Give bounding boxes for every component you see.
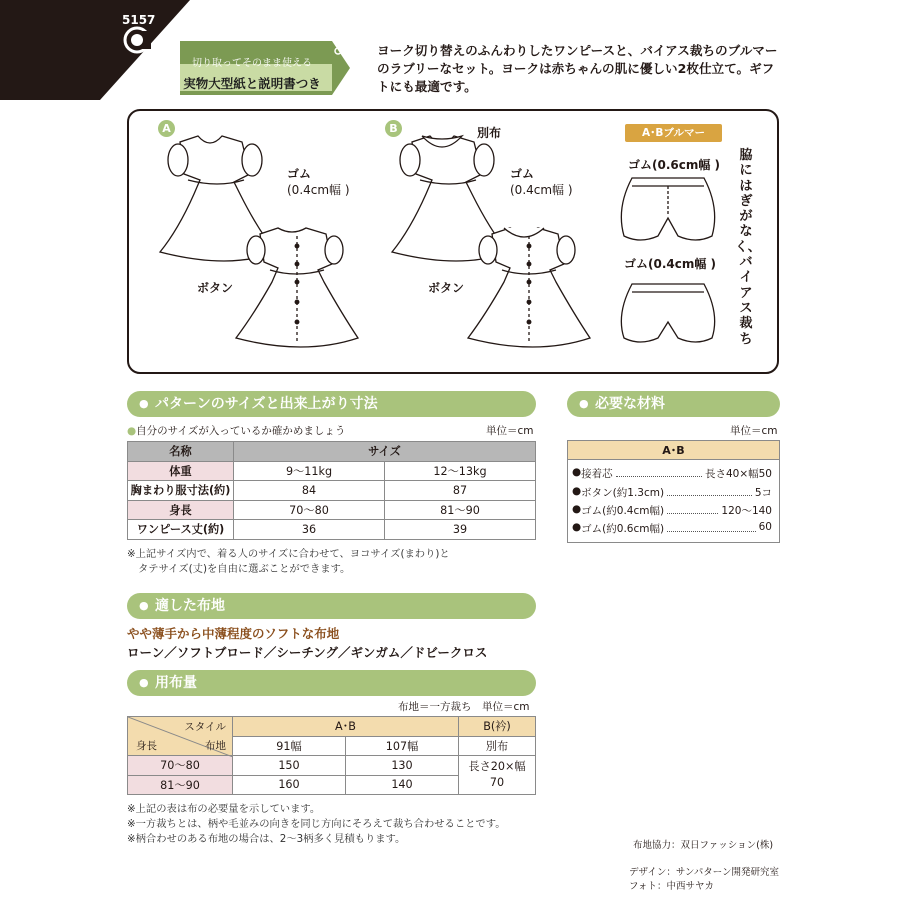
yardage-table [127,716,536,795]
elastic-a-width: (0.4cm幅 ) [287,183,350,197]
materials-style: A･B [567,440,780,460]
size-check-note: ●自分のサイズが入っているか確かめましょう [127,425,346,437]
yardage-section-title: ● 用布量 [127,670,536,696]
style-a-marker: A [158,120,175,137]
garment-illustrations [130,112,775,370]
list-item: ● ゴム(約0.4cm幅) 120～140 [572,503,772,517]
table-row: ワンピース丈(約) 36 39 [128,520,536,540]
table-row: 81～90 160 140 [128,775,536,795]
dress-b-back [468,228,590,347]
size-header-size: サイズ [234,442,536,462]
yardage-separate-value: 長さ20×幅70 [459,756,536,795]
collar-label: 別布 [477,126,502,140]
yardage-corner: スタイル 布地 身長 [128,717,233,756]
credit-design: デザイン：サンパターン開発研究室 [629,867,780,878]
size-section-title: ● パターンのサイズと出来上がり寸法 [127,391,536,417]
list-item: ● ゴム(約0.6cm幅) 60 [572,521,772,535]
size-note-2: タテサイズ(丈)を自由に選ぶことができます。 [138,563,351,575]
table-row: 体重 9～11kg 12～13kg [128,461,536,481]
size-header-name: 名称 [128,442,234,462]
materials-unit: 単位＝cm [730,425,778,437]
button-b-label: ボタン [428,281,465,295]
materials-title: ● 必要な材料 [567,391,780,417]
yardage-unit-note: 布地＝一方裁ち 単位＝cm [398,701,530,713]
bloomer-elastic-top: ゴム(0.6cm幅 ) [628,158,721,172]
fabric-heading: やや薄手から中薄程度のソフトな布地 [127,626,340,641]
list-item: ● 接着芯 長さ40×幅50 [572,466,772,480]
yardage-style-b: B(衿) [459,717,536,737]
bloomer-tag: A･Bブルマー [625,124,722,142]
table-row: 身長 70～80 81～90 [128,500,536,520]
yardage-col-separate: 別布 [459,736,536,756]
fabric-section-title: ● 適した布地 [127,593,536,619]
yardage-style-ab: A･B [233,717,459,737]
intro-text: ヨーク切り替えのふんわりしたワンピースと、バイアス裁ちのブルマーのラブリーなセット。ヨークは赤ちゃんの肌に優しい2枚仕立て。ギフトにも最適です。 [377,43,778,94]
credit-fabric: 布地協力：双日ファッション(株) [633,840,774,851]
yardage-note-1: ※上記の表は布の必要量を示しています。 [127,803,321,815]
tag-title: 実物大型紙と説明書つき [183,76,321,91]
button-a-label: ボタン [197,281,234,295]
fabric-list: ローン／ソフトブロード／シーチング／ギンガム／ドビークロス [127,645,488,660]
credit-photo: フォト：中西サヤカ [629,881,715,892]
yardage-col-107: 107幅 [346,736,459,756]
elastic-b-width: (0.4cm幅 ) [510,183,573,197]
dress-a-back [236,228,358,347]
tag-subtitle: 切り取ってそのまま使える [192,58,312,69]
size-unit: 単位＝cm [486,425,534,437]
table-row: 70～80 150 130 長さ20×幅70 [128,756,536,776]
size-note-1: ※上記サイズ内で、着る人のサイズに合わせて、ヨコサイズ(まわり)と [127,548,450,560]
yardage-col-91: 91幅 [233,736,346,756]
elastic-a-label: ゴム [287,167,312,181]
elastic-b-label: ゴム [510,167,535,181]
corner-badge [0,0,190,100]
yardage-note-2: ※一方裁ちとは、柄や毛並みの向きを同じ方向にそろえて裁ち合わせることです。 [127,818,506,830]
list-item: ● ボタン(約1.3cm) 5コ [572,485,772,499]
bloomer-elastic-leg: ゴム(0.4cm幅 ) [624,257,717,271]
size-table [127,441,536,540]
style-b-marker: B [385,120,402,137]
bias-cut-note: 脇にはぎがなく、バイアス裁ち [735,148,761,347]
bloomer-front [621,178,714,240]
table-row: 胸まわり服寸法(約) 84 87 [128,481,536,501]
bloomer-back [621,284,714,342]
yardage-note-3: ※柄合わせのある布地の場合は、2～3柄多く見積もります。 [127,833,406,845]
pattern-number: 5157 [122,13,156,27]
